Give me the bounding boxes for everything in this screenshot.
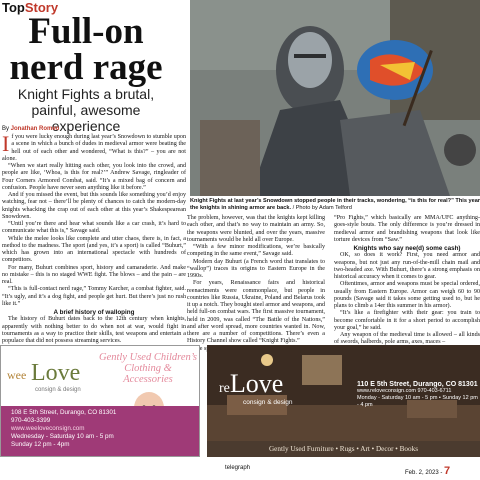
re-love-ad[interactable]	[207, 345, 480, 457]
paragraph: The history of Buhurt dates back to the 12th century when knights, apparently with nothing better to do when not at war, would fight in tournaments as a way to practice their skills, test weapons and entertain a populace that did not possess streaming services.	[2, 316, 186, 344]
ad-phone: 970-403-6711	[417, 388, 452, 394]
footer-date	[405, 465, 450, 477]
ad-address-block	[357, 381, 479, 409]
footer-paper-name: telegraph	[225, 465, 251, 471]
caption-text: Knight Fights at last year’s Snowdown stopped people in their tracks, wondering, “is this for real?” This year the knights in shining armor are back.	[190, 198, 480, 211]
byline	[2, 126, 59, 132]
paragraph: Modern day Buhurt (a French word that translates to “wallop”) traces its origins to Eastern Europe in the 1990s.	[187, 258, 325, 279]
ad-website-link[interactable]: www.reloveconsign.com 970-403-6711	[357, 388, 452, 394]
drop-cap: I	[2, 131, 10, 156]
paragraph: While the melee looks like complete and utter chaos, there is, in fact, a method to the madness. The sport (and yes, it’s a sport) is called “Buhurt,” which has grown into an international spectacle with hundreds of competitors.	[2, 235, 186, 264]
knight-fight-photo	[190, 0, 480, 196]
paragraph: “When we start really hitting each other, you look into the crowd, and people are like, ‘Whoa, is this for real?’” Andrew Savage, ringleader of Four Corners Armored Combat, said. “It’s a mixed bag of concern and confusion. People have never seen anything like it before.”	[2, 163, 186, 191]
paragraph: And if you missed the event, but this sounds like something you’d enjoy watching, fear not – there’ll be plenty of chances to catch the modern-day knights whacking the crap out of each other at this year’s Shakespearean Snowdown.	[2, 192, 186, 220]
photo-illustration	[190, 0, 480, 196]
ad-hours-2: Sunday 12 pm - 4pm	[11, 441, 70, 448]
section-label-part1: Top	[2, 0, 25, 15]
paragraph: “With a few minor modifications, we’re basically competing in the same event,” Savage said.	[187, 244, 325, 258]
ad-phone: 970-403-3399	[11, 417, 51, 424]
paragraph: OK, so does it work? First, you need armor and weapons, but not just any run-of-the-mill chain mail and two-headed axe. With Buhurt, there’s a strong emphasis on historical accuracy when it comes to gear.	[334, 252, 480, 280]
ad-address: 110 E 5th Street, Durango, CO 81301	[357, 381, 478, 388]
subhead: A brief history of walloping	[53, 309, 135, 316]
photo-caption	[190, 198, 480, 212]
deck-line1: Knight Fights a brutal,	[17, 86, 155, 102]
ad-hours-1: Wednesday - Saturday 10 am - 5 pm	[11, 433, 114, 440]
subhead: Knights who say nee(d) some cash)	[353, 245, 461, 252]
re-love-logo	[219, 369, 293, 406]
footer-date-text: Feb. 2, 2023 -	[405, 470, 443, 476]
paragraph: “Until you’re there and hear what sounds like a car crash, it’s hard to communicate what this is,” Savage said.	[2, 221, 186, 235]
headline	[0, 11, 172, 88]
ad-hours: Monday - Saturday 10 am - 5 pm • Sunday 12 pm - 4 pm	[357, 395, 478, 408]
page-number: 7	[444, 465, 451, 477]
wee-love-logo	[5, 360, 93, 396]
paragraph: The problem, however, was that the knights kept killing each other, and that’s no way to maintain an army. So, the weapons were blunted, and over the years, massive tournaments would be held all over Europe.	[187, 215, 325, 243]
paragraph: Any weapon of the medieval time is allowed – all kinds of swords, halberds, pole arms, axes, maces –	[334, 332, 480, 346]
ad-tagline: Gently Used Children’s Clothing & Accessories	[99, 352, 197, 385]
logo-wee: wee	[7, 368, 27, 382]
ad-info-panel	[1, 406, 200, 457]
ad-address: 108 E 5th Street, Durango, CO 81301	[11, 409, 117, 416]
paragraph: f you were lucky enough during last year’s Snowdown to stumble upon a scene in which a bunch of dudes in medieval armor were beating the hell out of each other and wondered, “What is this?” – you are not alone.	[2, 134, 186, 162]
wee-love-ad[interactable]	[0, 345, 200, 457]
photo-credit: / Photo by Adam Telford	[292, 205, 352, 211]
paragraph: “This is full-contact nerd rage,” Tommy Karcher, a combat fighter, said. “It’s ugly, and it’s a dog fight, and people get hurt. But there’s just no rush like it.”	[2, 286, 186, 307]
headline-line1: Full-on	[28, 11, 144, 52]
logo-sub: consign & design	[35, 387, 81, 393]
paragraph: “It’s like a firefighter with their gear: you train to become comfortable in it for a short period to accomplish your goal,” he said.	[334, 310, 480, 331]
article-column-2	[187, 215, 325, 353]
paragraph: “Pro Fights,” which basically are MMA/UFC anything-goes-style bouts. The only difference is you’re dressed in medieval armor and brandishing weapons that look like torture devices from “Saw.”	[334, 215, 480, 243]
logo-sub: consign & design	[243, 399, 293, 406]
section-label-part2: Story	[24, 0, 59, 15]
deck-line2: painful, awesome experience	[31, 102, 141, 134]
article-column-1	[2, 131, 186, 345]
paragraph: For many, Buhurt combines sport, history and camaraderie. And make no mistake – this is no staged WWE fight. The blows – and the pain – are real.	[2, 264, 186, 285]
ad-categories-bar: Gently Used Furniture • Rugs • Art • Decor • Books	[207, 441, 480, 457]
paragraph: For years, Renaissance fairs and historical reenactments were commonplace, but people in countries like Russia, Ukraine, Poland and Belarus took it up a notch. They bought steel armor and weapons, and held full-on combat wars. The first massive tournament, held in 2009, was called “The Battle of the Nations,” and after word spread, more countries wanted in. Now, there are a number of competitions. There’s even a History Channel show called “Knight Fights.”	[187, 280, 325, 345]
paragraph: Oftentimes, armor and weapons must be special ordered, usually from Eastern Europe. Armor can weigh 60 to 90 pounds (Savage said it takes some getting used to, but he plans to climb a 14er this summer in his armor).	[334, 281, 480, 309]
byline-author: Jonathan Romeo	[10, 126, 60, 132]
headline-line2: nerd rage	[9, 47, 163, 88]
article-column-3	[334, 215, 480, 347]
logo-re: re	[219, 381, 230, 396]
logo-love: Love	[229, 369, 284, 398]
logo-love: Love	[31, 360, 81, 386]
byline-prefix: By	[2, 126, 11, 132]
ad-website-link[interactable]: www.weeloveconsign.com	[11, 425, 85, 432]
